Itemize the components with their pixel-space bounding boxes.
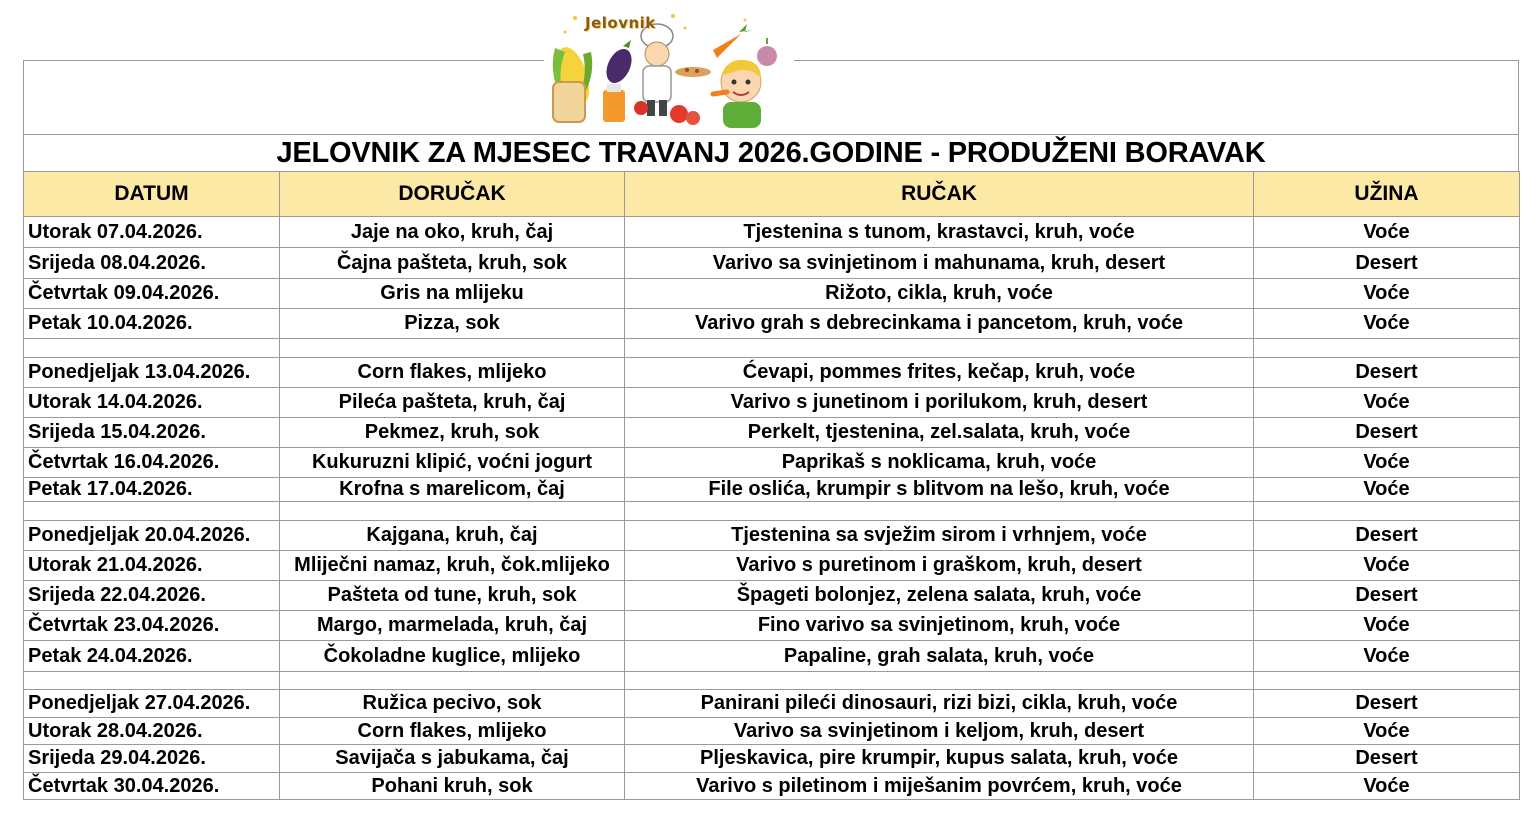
cell-rucak: Varivo sa svinjetinom i mahunama, kruh, desert: [625, 248, 1254, 279]
cell-uzina: Desert: [1254, 581, 1520, 611]
carrot-icon: [713, 24, 753, 58]
cell-uzina: Voće: [1254, 478, 1520, 502]
table-row: [24, 279, 1520, 309]
menu-table: [23, 171, 1520, 800]
cell-datum: Utorak 14.04.2026.: [24, 388, 280, 418]
table-row: [24, 611, 1520, 641]
cell-rucak: Panirani pileći dinosauri, rizi bizi, cikla, kruh, voće: [625, 690, 1254, 718]
cell-datum: Četvrtak 16.04.2026.: [24, 448, 280, 478]
empty-cell: [24, 672, 280, 690]
cell-dorucak: Pileća pašteta, kruh, čaj: [280, 388, 625, 418]
table-row: [24, 248, 1520, 279]
cell-datum: Srijeda 08.04.2026.: [24, 248, 280, 279]
jelovnik-logo: [545, 8, 790, 130]
cell-rucak: Varivo grah s debrecinkama i pancetom, kruh, voće: [625, 309, 1254, 339]
cell-datum: Srijeda 22.04.2026.: [24, 581, 280, 611]
cell-dorucak: Kajgana, kruh, čaj: [280, 521, 625, 551]
page-title: JELOVNIK ZA MJESEC TRAVANJ 2026.GODINE - PRODUŽENI BORAVAK: [23, 134, 1519, 171]
table-row: [24, 641, 1520, 672]
empty-cell: [280, 502, 625, 521]
week-separator-row: [24, 672, 1520, 690]
cell-rucak: Varivo s junetinom i porilukom, kruh, desert: [625, 388, 1254, 418]
table-row: [24, 521, 1520, 551]
cell-uzina: Voće: [1254, 551, 1520, 581]
empty-cell: [625, 502, 1254, 521]
cell-dorucak: Corn flakes, mlijeko: [280, 358, 625, 388]
cell-rucak: Paprikaš s noklicama, kruh, voće: [625, 448, 1254, 478]
cell-uzina: Desert: [1254, 418, 1520, 448]
cell-uzina: Desert: [1254, 690, 1520, 718]
empty-cell: [24, 502, 280, 521]
cell-datum: Petak 24.04.2026.: [24, 641, 280, 672]
header-rucak: RUČAK: [625, 172, 1254, 217]
cell-rucak: Papaline, grah salata, kruh, voće: [625, 641, 1254, 672]
table-row: [24, 309, 1520, 339]
cell-rucak: Fino varivo sa svinjetinom, kruh, voće: [625, 611, 1254, 641]
cell-uzina: Voće: [1254, 718, 1520, 745]
header-dorucak: DORUČAK: [280, 172, 625, 217]
empty-cell: [1254, 339, 1520, 358]
cell-dorucak: Pekmez, kruh, sok: [280, 418, 625, 448]
cell-uzina: Desert: [1254, 745, 1520, 773]
empty-cell: [280, 339, 625, 358]
table-row: [24, 773, 1520, 800]
table-row: [24, 745, 1520, 773]
cell-datum: Utorak 28.04.2026.: [24, 718, 280, 745]
cell-dorucak: Margo, marmelada, kruh, čaj: [280, 611, 625, 641]
cell-dorucak: Corn flakes, mlijeko: [280, 718, 625, 745]
cell-dorucak: Pašteta od tune, kruh, sok: [280, 581, 625, 611]
cell-datum: Srijeda 29.04.2026.: [24, 745, 280, 773]
empty-cell: [24, 339, 280, 358]
cell-dorucak: Kukuruzni klipić, voćni jogurt: [280, 448, 625, 478]
cell-uzina: Voće: [1254, 309, 1520, 339]
cell-dorucak: Čokoladne kuglice, mlijeko: [280, 641, 625, 672]
empty-cell: [280, 672, 625, 690]
empty-cell: [1254, 502, 1520, 521]
table-row: [24, 478, 1520, 502]
cell-uzina: Voće: [1254, 448, 1520, 478]
logo-illustration: [545, 8, 790, 130]
cell-datum: Četvrtak 30.04.2026.: [24, 773, 280, 800]
cell-dorucak: Krofna s marelicom, čaj: [280, 478, 625, 502]
child-icon: [713, 60, 761, 128]
menu-body: [24, 217, 1520, 800]
cell-uzina: Desert: [1254, 521, 1520, 551]
cell-datum: Ponedjeljak 20.04.2026.: [24, 521, 280, 551]
cell-rucak: File oslića, krumpir s blitvom na lešo, kruh, voće: [625, 478, 1254, 502]
cell-rucak: Rižoto, cikla, kruh, voće: [625, 279, 1254, 309]
table-header-row: [24, 172, 1520, 217]
table-row: [24, 448, 1520, 478]
logo-text: Jelovnik: [585, 14, 656, 32]
cell-rucak: Varivo s puretinom i graškom, kruh, desert: [625, 551, 1254, 581]
cell-dorucak: Pizza, sok: [280, 309, 625, 339]
onion-icon: [757, 38, 777, 66]
cell-uzina: Voće: [1254, 279, 1520, 309]
cell-uzina: Voće: [1254, 641, 1520, 672]
empty-cell: [625, 672, 1254, 690]
cell-rucak: Tjestenina s tunom, krastavci, kruh, voće: [625, 217, 1254, 248]
cell-dorucak: Ružica pecivo, sok: [280, 690, 625, 718]
chef-icon: [641, 24, 711, 116]
cell-rucak: Špageti bolonjez, zelena salata, kruh, voće: [625, 581, 1254, 611]
cell-uzina: Voće: [1254, 217, 1520, 248]
cell-datum: Petak 10.04.2026.: [24, 309, 280, 339]
table-row: [24, 690, 1520, 718]
eggplant-icon: [601, 40, 636, 87]
header-datum: DATUM: [24, 172, 280, 217]
cell-datum: Ponedjeljak 27.04.2026.: [24, 690, 280, 718]
cell-rucak: Varivo s piletinom i miješanim povrćem, kruh, voće: [625, 773, 1254, 800]
cell-rucak: Pljeskavica, pire krumpir, kupus salata, kruh, voće: [625, 745, 1254, 773]
table-row: [24, 217, 1520, 248]
cell-datum: Utorak 21.04.2026.: [24, 551, 280, 581]
cell-datum: Četvrtak 09.04.2026.: [24, 279, 280, 309]
week-separator-row: [24, 502, 1520, 521]
week-separator-row: [24, 339, 1520, 358]
cell-dorucak: Pohani kruh, sok: [280, 773, 625, 800]
empty-cell: [1254, 672, 1520, 690]
cell-rucak: Perkelt, tjestenina, zel.salata, kruh, voće: [625, 418, 1254, 448]
cell-rucak: Ćevapi, pommes frites, kečap, kruh, voće: [625, 358, 1254, 388]
cell-uzina: Desert: [1254, 248, 1520, 279]
table-row: [24, 551, 1520, 581]
cell-rucak: Tjestenina sa svježim sirom i vrhnjem, voće: [625, 521, 1254, 551]
cell-rucak: Varivo sa svinjetinom i keljom, kruh, desert: [625, 718, 1254, 745]
table-row: [24, 718, 1520, 745]
table-row: [24, 581, 1520, 611]
table-row: [24, 418, 1520, 448]
cell-datum: Utorak 07.04.2026.: [24, 217, 280, 248]
cell-dorucak: Jaje na oko, kruh, čaj: [280, 217, 625, 248]
table-row: [24, 358, 1520, 388]
cell-dorucak: Savijača s jabukama, čaj: [280, 745, 625, 773]
cell-datum: Srijeda 15.04.2026.: [24, 418, 280, 448]
cell-dorucak: Čajna pašteta, kruh, sok: [280, 248, 625, 279]
header-uzina: UŽINA: [1254, 172, 1520, 217]
cell-uzina: Voće: [1254, 773, 1520, 800]
cell-uzina: Voće: [1254, 388, 1520, 418]
table-row: [24, 388, 1520, 418]
empty-cell: [625, 339, 1254, 358]
juice-icon: [603, 84, 625, 122]
cell-uzina: Voće: [1254, 611, 1520, 641]
cell-datum: Četvrtak 23.04.2026.: [24, 611, 280, 641]
cell-dorucak: Mliječni namaz, kruh, čok.mlijeko: [280, 551, 625, 581]
cell-uzina: Desert: [1254, 358, 1520, 388]
cell-datum: Petak 17.04.2026.: [24, 478, 280, 502]
cell-dorucak: Gris na mlijeku: [280, 279, 625, 309]
cell-datum: Ponedjeljak 13.04.2026.: [24, 358, 280, 388]
